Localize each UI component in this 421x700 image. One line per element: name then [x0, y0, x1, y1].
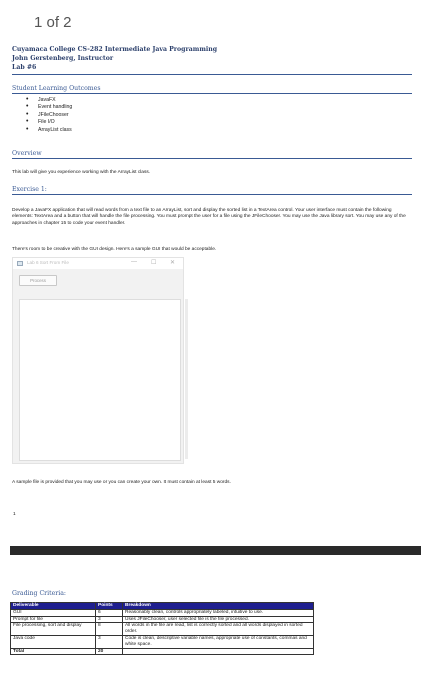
deliverable-cell: Prompt for file — [11, 616, 96, 623]
breakdown-cell: Code is clean, descriptive variable names, appropriate use of constants, commas and white space. — [123, 635, 314, 648]
table-row — [11, 616, 314, 623]
exercise-heading: Exercise 1: — [12, 186, 412, 195]
column-header: Breakdown — [123, 603, 314, 610]
outcomes-heading: Student Learning Outcomes — [12, 85, 412, 94]
overview-text: This lab will give you experience working with the ArrayList class. — [12, 170, 151, 175]
outcome-item: • JFileChooser — [26, 112, 72, 119]
total-breakdown — [123, 648, 314, 655]
column-header: Points — [96, 603, 123, 610]
exercise-paragraph: Develop a JavaFX application that will read words from a text file to an ArrayList, sort and display the sorted list in a TextArea control. Your user interface must contain the following elements: TextArea and a button that will handle the file processing. You must prompt the user for a file using the JFileChooser. You may use the Java library sort. You may use any of the approaches in chapter 15 to code your event handler. — [12, 208, 406, 226]
process-button[interactable]: Process — [19, 275, 57, 286]
grading-heading: Grading Criteria: — [12, 590, 66, 597]
close-icon[interactable]: ✕ — [170, 260, 176, 266]
college-header: Cuyamaca College CS-282 Intermediate Java Programming — [12, 46, 218, 53]
outcome-item: • File I/O — [26, 119, 72, 126]
sample-gui-window — [12, 257, 184, 464]
points-cell: 8 — [96, 623, 123, 636]
deliverable-cell: Java code — [11, 635, 96, 648]
breakdown-cell: Reasonably clean, controls appropriately labeled, intuitive to use. — [123, 609, 314, 616]
overview-heading: Overview — [12, 150, 412, 159]
lab-title: Lab #6 — [12, 64, 37, 71]
outcome-item: • ArrayList class — [26, 127, 72, 134]
breakdown-cell: Uses JFileChooser, user selected file is the file processed. — [123, 616, 314, 623]
page-indicator: 1 of 2 — [34, 14, 72, 31]
total-row — [11, 648, 314, 655]
footer-page-number: 1 — [13, 512, 16, 517]
outcome-item: • Event handling — [26, 104, 72, 111]
app-icon — [17, 261, 23, 266]
window-title: Lab 6 Sort From File — [27, 260, 69, 265]
sorted-words-textarea[interactable] — [19, 299, 181, 461]
grading-table — [10, 602, 314, 655]
total-points: 20 — [96, 648, 123, 655]
table-row — [11, 635, 314, 648]
outcomes-list — [26, 97, 72, 134]
maximize-icon[interactable]: ☐ — [151, 260, 157, 266]
deliverable-cell: File processing, sort and display — [11, 623, 96, 636]
outcome-item: • JavaFX — [26, 97, 72, 104]
total-label: Total — [11, 648, 96, 655]
points-cell: 3 — [96, 635, 123, 648]
breakdown-cell: All words in the file are read, list is correctly sorted and all words displayed in sorted order. — [123, 623, 314, 636]
page-separator — [0, 546, 421, 555]
gui-note: There's room to be creative with the GUI design. Here's a sample GUI that would be acceptable. — [12, 247, 217, 252]
window-titlebar — [13, 258, 183, 269]
sample-file-note: A sample file is provided that you may use or you can create your own. It must contain at least 5 words. — [12, 480, 231, 485]
minimize-icon[interactable]: — — [131, 259, 137, 265]
table-header-row — [11, 603, 314, 610]
instructor-line: John Gerstenberg, Instructor — [12, 55, 114, 62]
points-cell: 3 — [96, 616, 123, 623]
table-row — [11, 609, 314, 616]
points-cell: 6 — [96, 609, 123, 616]
header-rule — [12, 74, 412, 75]
table-row — [11, 623, 314, 636]
textarea-scrollbar[interactable] — [185, 299, 188, 459]
deliverable-cell: GUI — [11, 609, 96, 616]
column-header: Deliverable — [11, 603, 96, 610]
